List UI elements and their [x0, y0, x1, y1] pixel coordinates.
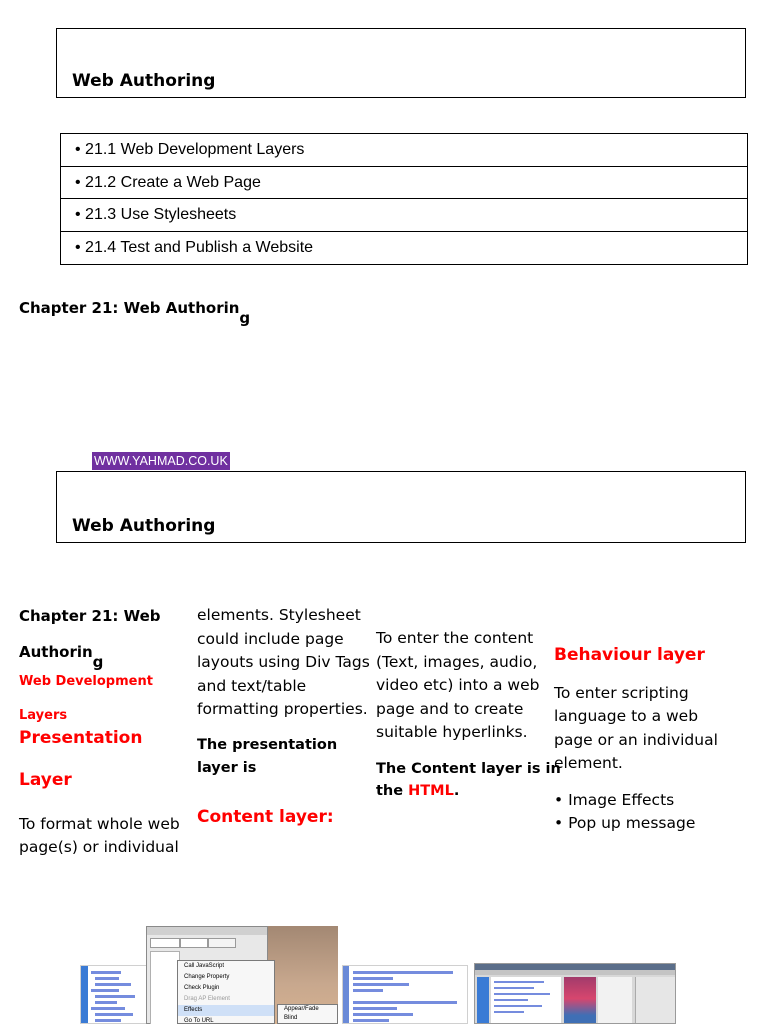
presentation-layer-title: Presentation	[19, 728, 143, 748]
page-preview-text	[598, 977, 632, 1024]
body-line: and text/table	[197, 676, 307, 695]
bold-line: The presentation	[197, 736, 338, 753]
window-toolbar	[475, 970, 676, 975]
topic-row: • 21.1 Web Development Layers	[61, 134, 747, 167]
code-view	[491, 977, 561, 1024]
body-line: video etc) into a web	[376, 676, 540, 694]
body-line: elements. Stylesheet	[197, 606, 361, 624]
code-line	[353, 983, 409, 986]
body-line: page(s) or individual	[19, 838, 179, 856]
header-title-2: Web Authoring	[72, 516, 216, 536]
code-line	[494, 981, 544, 983]
bold-prefix: the	[376, 782, 404, 799]
effects-submenu	[277, 1004, 338, 1024]
code-line	[91, 989, 119, 992]
column-presentation	[19, 605, 194, 859]
column-html	[376, 627, 561, 802]
code-line	[95, 1019, 121, 1022]
topic-row: • 21.2 Create a Web Page	[61, 167, 747, 200]
header-box-2	[56, 471, 746, 543]
chapter-line-2-suffix: g	[92, 653, 104, 671]
code-line	[91, 1007, 125, 1010]
side-panel	[477, 977, 489, 1024]
bold-line: The Content layer is in	[376, 760, 561, 777]
column-behaviour	[554, 644, 759, 836]
page-preview-image	[564, 977, 596, 1024]
tab-behaviors[interactable]	[180, 938, 208, 948]
code-gutter	[343, 966, 349, 1023]
code-line	[353, 971, 453, 974]
body-line: page or an individual	[554, 730, 718, 749]
chapter-heading-text: Chapter 21: Web Authorin	[19, 299, 240, 317]
code-line	[95, 1013, 133, 1016]
menu-item-check-plugin[interactable]: Check Plugin	[184, 985, 220, 991]
presentation-layer-title-2: Layer	[19, 770, 72, 790]
code-line	[494, 1005, 542, 1007]
presentation-description	[19, 813, 194, 859]
body-line: To enter scripting	[554, 683, 689, 702]
chapter-heading	[19, 299, 251, 327]
code-line	[95, 1001, 117, 1004]
code-line	[494, 993, 550, 995]
body-line: could include page	[197, 629, 344, 648]
topic-row: • 21.3 Use Stylesheets	[61, 199, 747, 232]
chapter-line-1: Chapter 21: Web	[19, 607, 161, 625]
code-line	[494, 987, 534, 989]
behaviour-description	[554, 682, 759, 776]
bullet-item: • Pop up message	[554, 814, 696, 832]
topic-row: • 21.4 Test and Publish a Website	[75, 238, 314, 256]
chapter-line-2-text: Authorin	[19, 643, 93, 661]
menu-item-change-property[interactable]: Change Property	[184, 974, 230, 980]
bullet-item: • Image Effects	[554, 790, 675, 809]
tag-inspector-thumbnail	[146, 926, 338, 1024]
code-gutter	[81, 966, 88, 1023]
menu-item-call-javascript[interactable]: Call JavaScript	[184, 963, 225, 969]
code-line	[353, 977, 393, 980]
body-line: layouts using Div Tags	[197, 653, 370, 671]
header-title: Web Authoring	[72, 71, 216, 91]
bold-line: layer is	[197, 759, 257, 776]
code-line	[353, 1013, 413, 1016]
tab-attributes[interactable]	[150, 938, 180, 948]
bold-line-html	[376, 780, 556, 802]
behaviors-list	[150, 951, 180, 1024]
section-label: Web Development	[19, 674, 153, 689]
body-line: To format whole web	[19, 815, 180, 833]
code-line	[494, 999, 528, 1001]
code-thumbnail-2	[342, 965, 468, 1024]
menu-item-drag-ap-element[interactable]: Drag AP Element	[184, 996, 230, 1002]
header-box	[56, 28, 746, 98]
body-line: To enter the content	[376, 629, 534, 647]
app-window-thumbnail	[474, 963, 676, 1024]
website-label: WWW.YAHMAD.CO.UK	[94, 454, 228, 468]
bold-suffix: .	[453, 782, 460, 799]
body-line: suitable hyperlinks.	[376, 723, 528, 741]
dialog-titlebar	[147, 927, 267, 935]
tab-tag[interactable]	[208, 938, 236, 948]
menu-item-go-to-url[interactable]: Go To URL	[184, 1018, 214, 1024]
section-label-2: Layers	[19, 708, 68, 723]
body-line: page and to create	[376, 699, 524, 718]
code-line	[95, 995, 135, 998]
behaviour-layer-title: Behaviour layer	[554, 645, 705, 665]
code-line	[353, 1007, 397, 1010]
chapter-line-2	[19, 641, 194, 671]
content-layer-title: Content layer:	[197, 806, 334, 827]
body-line: formatting properties.	[197, 700, 368, 718]
column-content	[197, 604, 377, 829]
code-line	[353, 1001, 457, 1004]
submenu-item-blind[interactable]: Blind	[284, 1015, 298, 1021]
html-keyword: HTML	[408, 782, 454, 799]
properties-panel	[635, 977, 676, 1024]
menu-item-effects[interactable]: Effects	[178, 1005, 274, 1016]
body-line: (Text, images, audio,	[376, 652, 538, 671]
code-line	[95, 977, 119, 980]
code-line	[95, 983, 131, 986]
code-line	[353, 989, 383, 992]
actions-menu	[177, 960, 275, 1024]
behaviour-bullets	[554, 789, 759, 836]
code-line	[494, 1011, 524, 1013]
topic-list	[60, 133, 748, 265]
submenu-item-appear-fade[interactable]: Appear/Fade	[284, 1006, 319, 1012]
code-line	[353, 1019, 389, 1022]
body-line: element.	[554, 754, 623, 772]
code-thumbnail	[80, 965, 150, 1024]
code-line	[91, 971, 121, 974]
chapter-heading-suffix: g	[239, 309, 251, 327]
presentation-heading	[19, 703, 194, 749]
body-line: language to a web	[554, 707, 699, 725]
